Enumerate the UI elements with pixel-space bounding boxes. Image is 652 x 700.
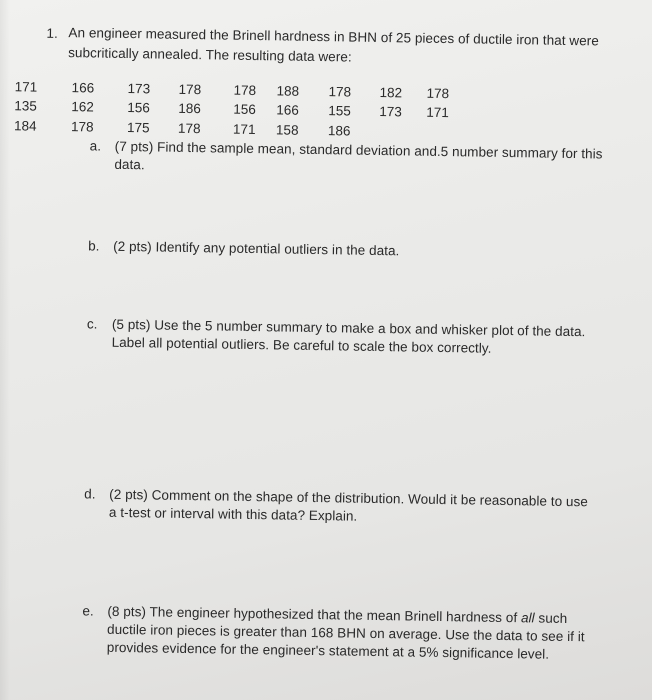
question-intro-line-2: subcritically annealed. The resulting data were: (68, 45, 352, 65)
data-cell: 171 (232, 121, 256, 138)
part-c-text-line-2: Label all potential outliers. Be careful to scale the box correctly. (111, 334, 492, 356)
data-cell: 178 (328, 84, 352, 100)
data-cell: 178 (70, 119, 94, 135)
data-cell: 156 (127, 100, 150, 116)
part-c-text-line-1: (5 pts) Use the 5 number summary to make a box and whisker plot of the data. (111, 316, 586, 340)
part-e-text-line-3: provides evidence for the engineer's statement at a 5% significance level. (106, 639, 550, 662)
part-a-text-line-1: (7 pts) Find the sample mean, standard deviation and.5 number summary for this (114, 138, 603, 162)
data-cell: 135 (14, 98, 37, 114)
part-b-text-line-1: (2 pts) Identify any potential outliers in the data. (113, 238, 400, 259)
part-d-text-line-1: (2 pts) Comment on the shape of the distribution. Would it be reasonable to use (109, 486, 589, 510)
part-e-line-1-start: (8 pts) The engineer hypothesized that the mean Brinell hardness of (107, 603, 522, 626)
part-e-line-1-end: such (534, 610, 568, 626)
data-cell: 178 (233, 82, 257, 99)
data-cell: 173 (127, 81, 151, 97)
part-e-text-line-2: ductile iron pieces is greater than 168 BHN on average. Use the data to see if it (107, 621, 585, 645)
data-cell: 186 (178, 100, 201, 117)
data-cell: 162 (71, 99, 94, 115)
part-d-text-line-2: a t-test or interval with this data? Explain. (108, 504, 358, 524)
part-c-letter: c. (86, 316, 98, 332)
data-cell: 186 (327, 123, 351, 139)
question-intro-line-1: An engineer measured the Brinell hardness in BHN of 25 pieces of ductile iron that were (68, 25, 599, 49)
part-e-emphasis-all: all (520, 610, 535, 626)
part-e-letter: e. (82, 603, 94, 619)
data-cell: 178 (426, 85, 450, 102)
part-a-letter: a. (89, 138, 102, 154)
data-cell: 188 (276, 83, 300, 99)
data-cell: 178 (177, 120, 201, 137)
data-cell: 173 (379, 103, 402, 120)
data-cell: 171 (426, 104, 449, 121)
data-cell: 166 (276, 102, 299, 118)
data-cell: 156 (233, 101, 256, 118)
part-a-text-line-2: data. (114, 156, 145, 173)
data-cell: 178 (178, 81, 202, 98)
data-cell: 166 (71, 80, 95, 96)
data-cell: 182 (379, 84, 403, 101)
data-cell: 184 (13, 118, 37, 134)
question-number: 1. (46, 25, 58, 41)
data-cell: 155 (328, 103, 351, 119)
data-cell: 171 (14, 79, 38, 95)
part-d-letter: d. (84, 486, 96, 502)
data-cell: 158 (275, 122, 299, 138)
data-cell: 175 (126, 120, 150, 136)
part-b-letter: b. (88, 238, 100, 254)
